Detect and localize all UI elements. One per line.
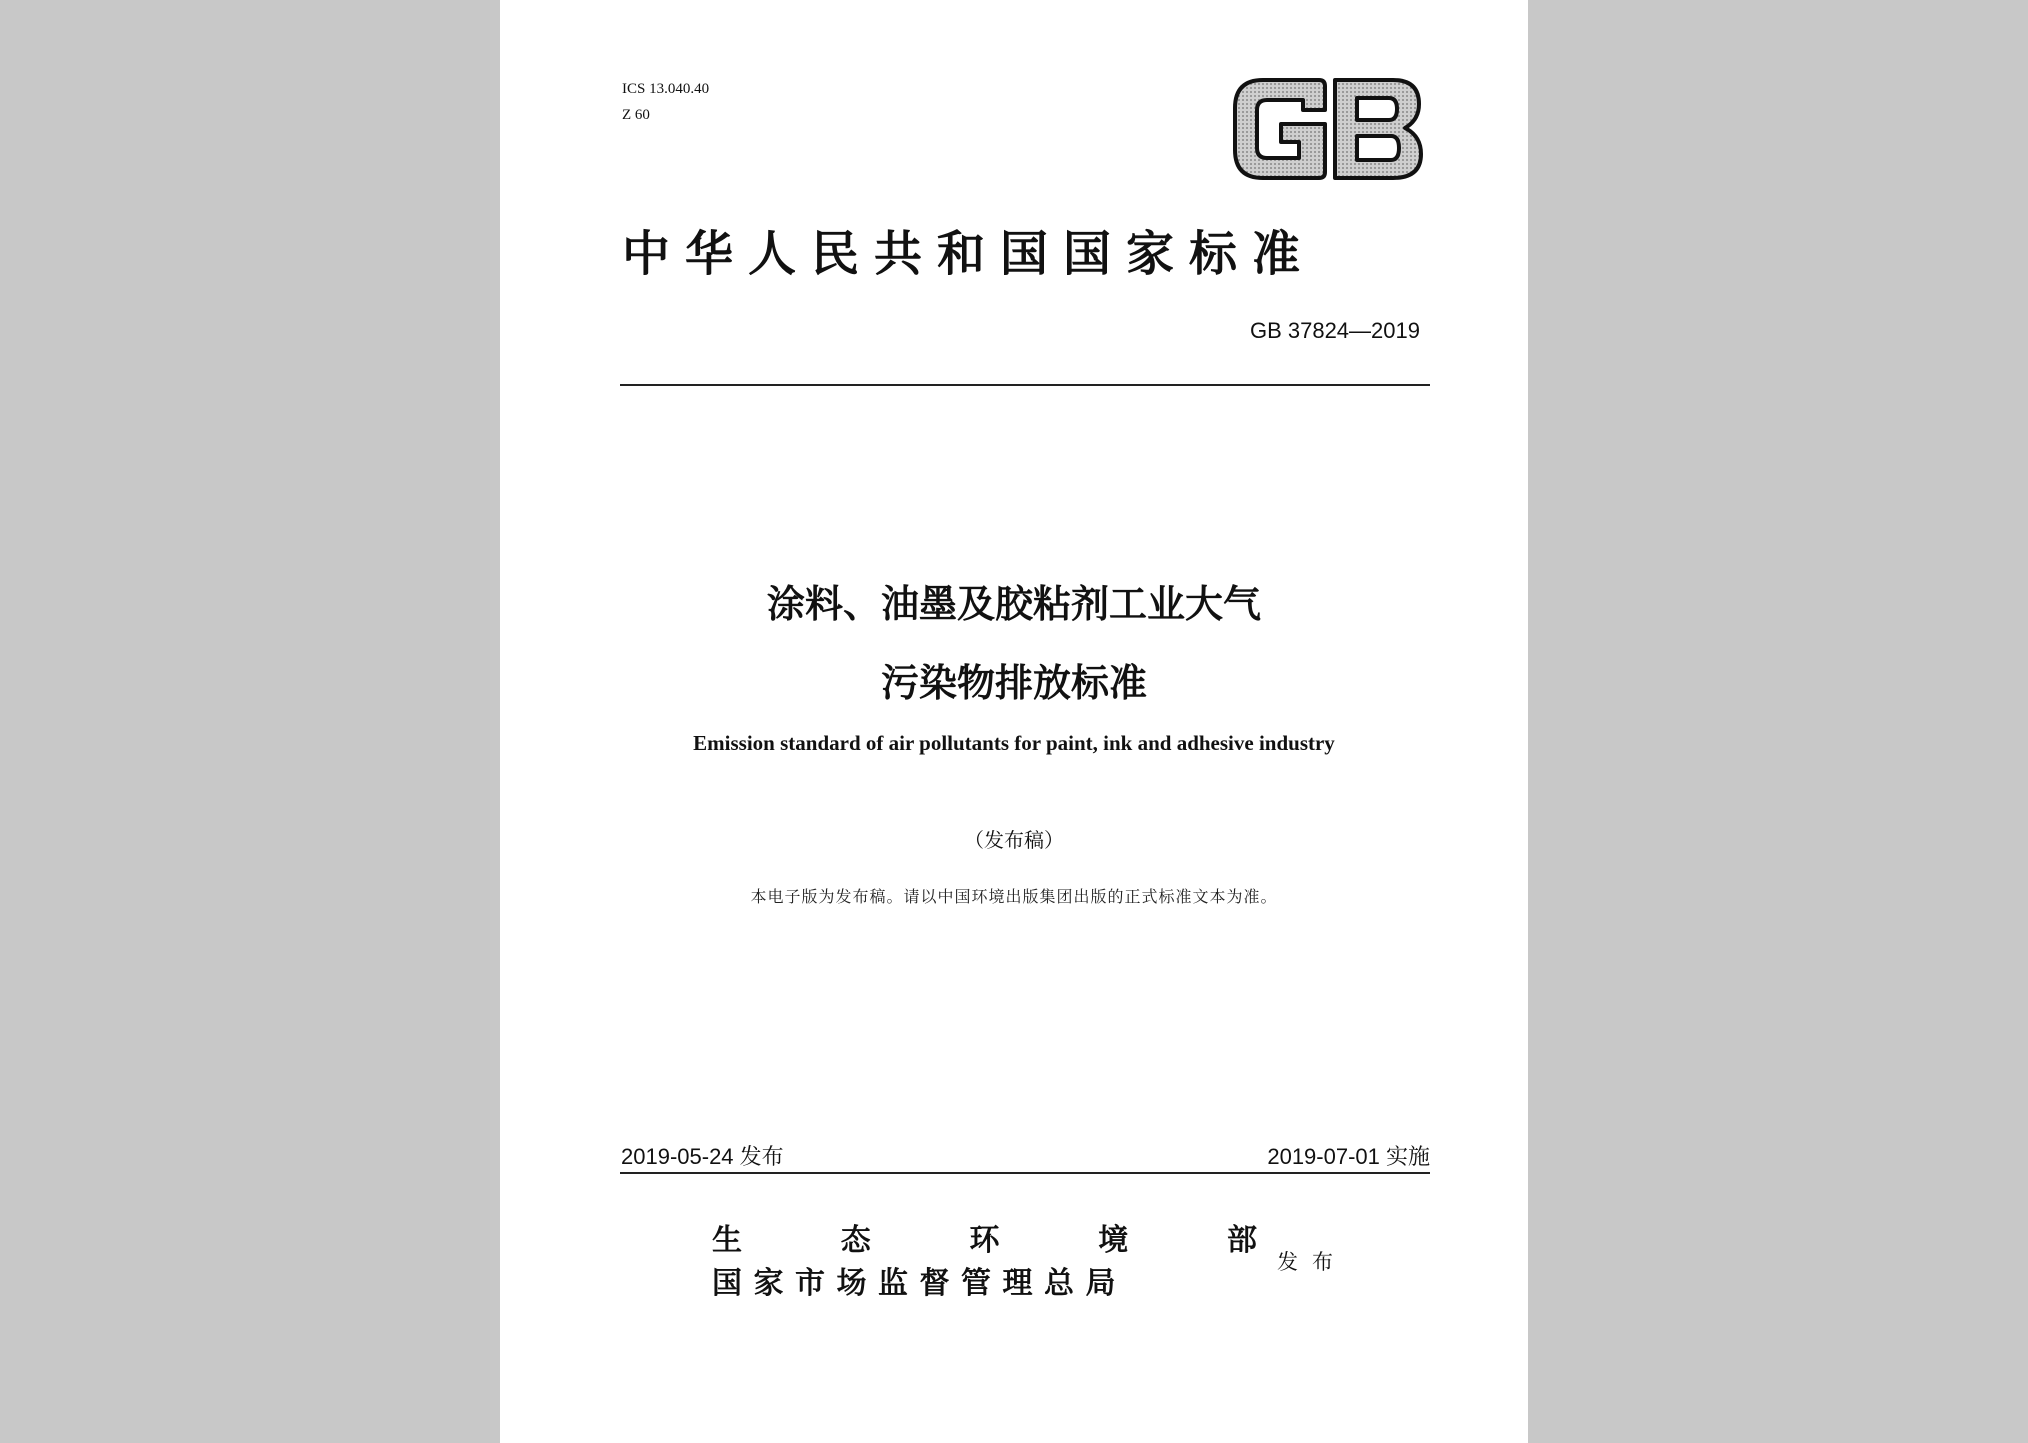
national-standard-title: 中华人民共和国国家标准 — [622, 226, 1316, 282]
issuer-ministry-char: 部 — [1227, 1223, 1257, 1258]
issuer-ministry-char: 生 — [712, 1223, 742, 1258]
gb-logo — [1233, 78, 1423, 180]
effective-date: 2019-07-01 实施 — [1267, 1144, 1430, 1169]
edition-notice: 本电子版为发布稿。请以中国环境出版集团出版的正式标准文本为准。 — [750, 887, 1278, 906]
issuer-ministry-char: 态 — [840, 1223, 871, 1258]
z-code: Z 60 — [622, 107, 650, 123]
top-divider — [620, 384, 1430, 386]
publish-label: 发布 — [1277, 1250, 1347, 1274]
draft-label: （发布稿） — [964, 828, 1064, 852]
chinese-title-line-1: 涂料、油墨及胶粘剂工业大气 — [766, 582, 1261, 626]
issuer-ministry-char: 环 — [969, 1223, 1000, 1258]
english-title: Emission standard of air pollutants for paint, ink and adhesive industry — [693, 731, 1335, 755]
standard-number: GB 37824—2019 — [1249, 318, 1420, 343]
chinese-title-line-2: 污染物排放标准 — [880, 661, 1147, 705]
issuer-ministry-char: 境 — [1098, 1223, 1129, 1258]
bottom-divider — [620, 1172, 1430, 1174]
issuer-ministry — [712, 1215, 1257, 1259]
ics-code: ICS 13.040.40 — [622, 81, 710, 97]
issuer-administration: 国家市场监督管理总局 — [712, 1266, 1127, 1301]
document-page — [500, 0, 1528, 1443]
issue-date: 2019-05-24 发布 — [621, 1144, 784, 1169]
